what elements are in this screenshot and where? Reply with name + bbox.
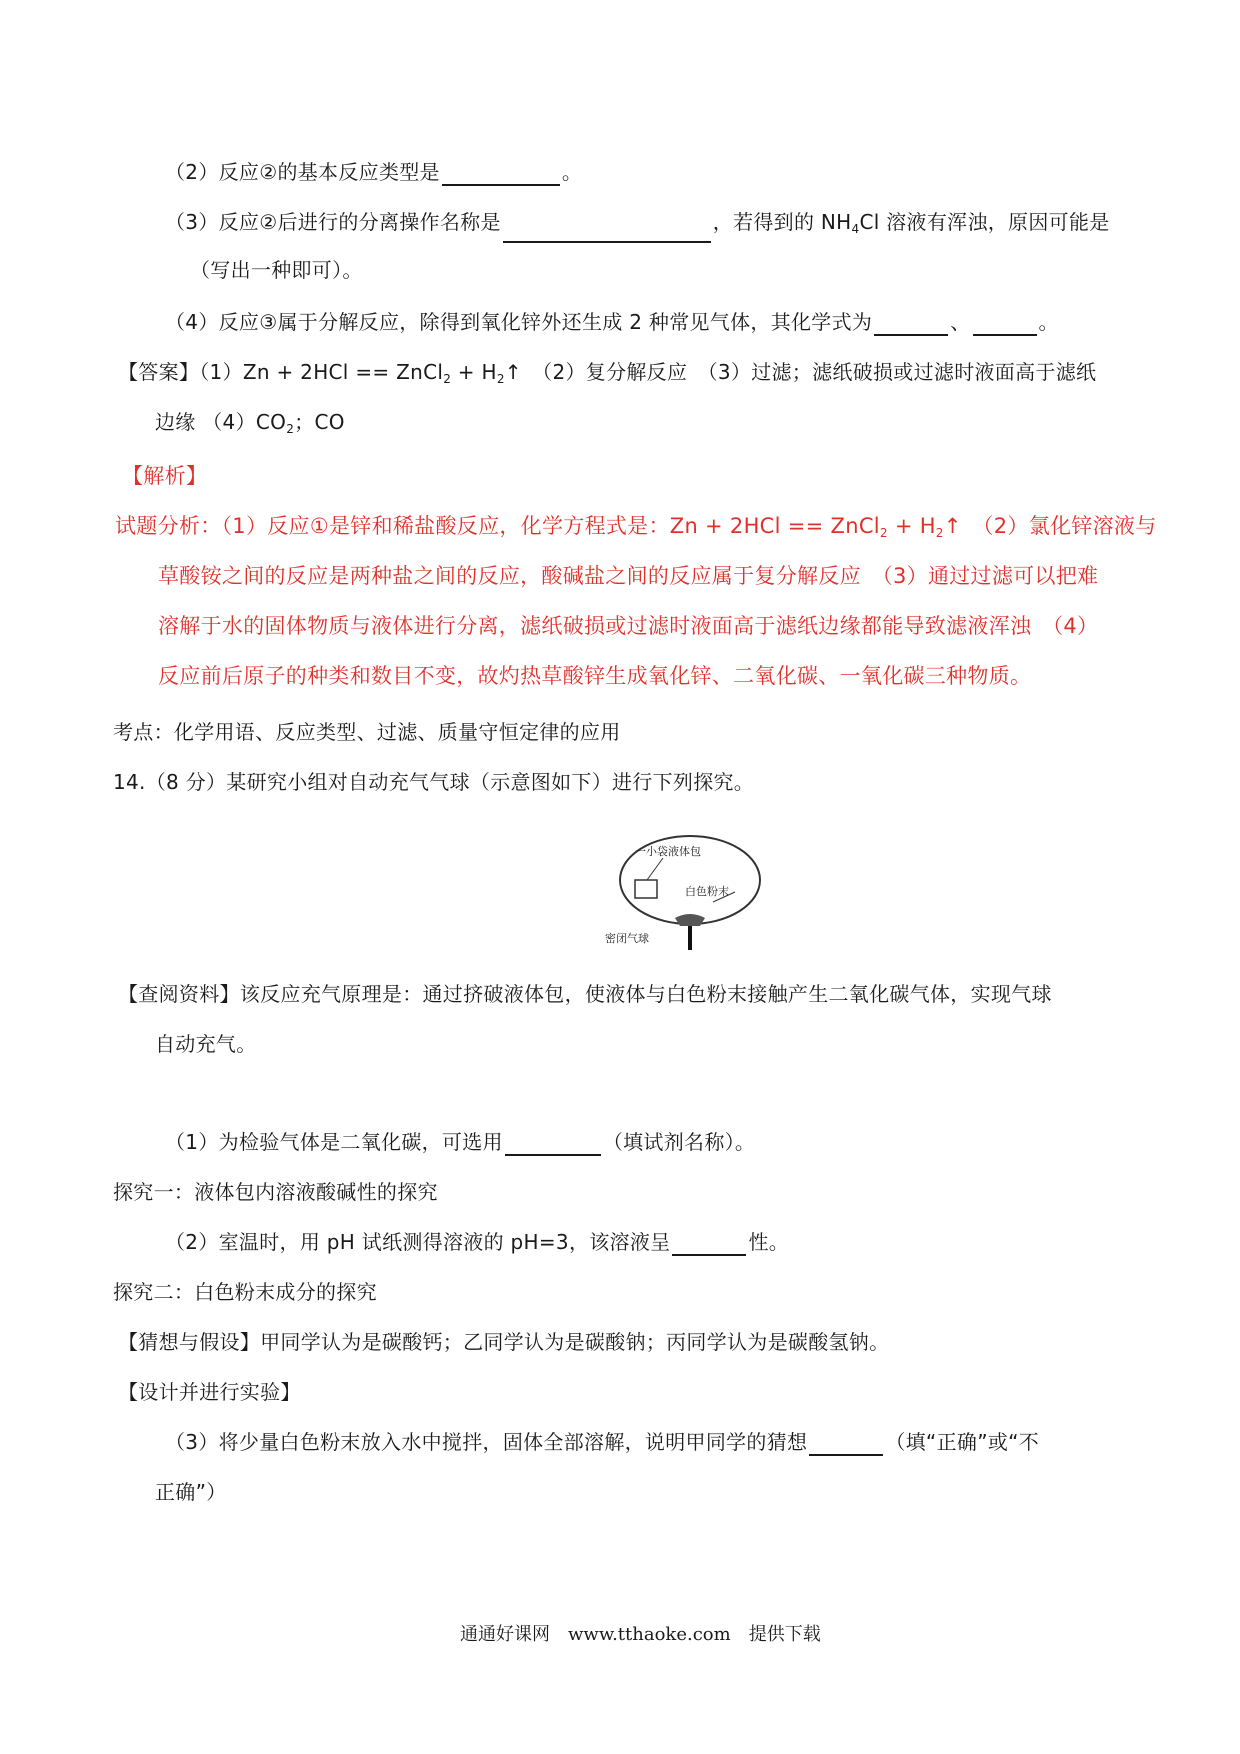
pointer-line (647, 858, 663, 880)
sub-question-3 (165, 1428, 1039, 1456)
answer-blank[interactable] (973, 312, 1037, 336)
answer-text: ；CO (294, 410, 345, 434)
q4-text: （4）反应③属于分解反应，除得到氧化锌外还生成 2 种常见气体，其化学式为 (165, 310, 873, 334)
question-3 (165, 208, 1110, 243)
subscript: 2 (879, 526, 888, 540)
sheji (118, 1378, 301, 1406)
subscript: 4 (851, 222, 860, 236)
page-footer (460, 1620, 821, 1646)
sheji-text: 【设计并进行实验】 (118, 1380, 301, 1404)
s2-end: 性。 (748, 1230, 790, 1254)
subscript: 2 (286, 422, 295, 436)
answer-tag: 【答案】 (118, 360, 200, 384)
s3-end: （填“正确”或“不 (885, 1430, 1040, 1454)
analysis-text: 溶解于水的固体物质与液体进行分离，滤纸破损或过滤时液面高于滤纸边缘都能导致滤液浑浊 （4） (158, 614, 1099, 638)
ziliao-line2 (155, 1030, 257, 1058)
answer-blank[interactable] (874, 312, 948, 336)
analysis-text: 试题分析：（1）反应①是锌和稀盐酸反应，化学方程式是：Zn + 2HCl == ZnCl (115, 514, 880, 538)
analysis-line1 (115, 512, 1157, 547)
answer-text: 边缘 （4）CO (155, 410, 287, 434)
tanjiu2-text: 探究二：白色粉末成分的探究 (113, 1280, 377, 1304)
kaodian-text: 考点：化学用语、反应类型、过滤、质量守恒定律的应用 (113, 720, 621, 744)
analysis-text: + H (887, 514, 936, 538)
answer-text: ↑ （2）复分解反应 （3）过滤；滤纸破损或过滤时液面高于滤纸 (504, 360, 1097, 384)
answer-blank[interactable] (809, 1432, 883, 1456)
analysis-text: 草酸铵之间的反应是两种盐之间的反应，酸碱盐之间的反应属于复分解反应 （3）通过过滤可以把难 (158, 564, 1099, 588)
analysis-text: ↑ （2）氯化锌溶液与 (943, 514, 1157, 538)
sub-question-2 (165, 1228, 789, 1256)
answer-blank[interactable] (505, 1132, 601, 1156)
answer-blank[interactable] (503, 219, 711, 243)
analysis-tag (122, 462, 207, 490)
q3-mid2: Cl 溶液有浑浊，原因可能是 (859, 210, 1110, 234)
tanjiu1-text: 探究一：液体包内溶液酸碱性的探究 (113, 1180, 438, 1204)
ziliao-line1 (118, 980, 1052, 1008)
caixiang-text: 【猜想与假设】甲同学认为是碳酸钙；乙同学认为是碳酸钠；丙同学认为是碳酸氢钠。 (118, 1330, 890, 1354)
label-bag: 一小袋液体包 (635, 845, 701, 858)
footer-text: 通通好课网 www.tthaoke.com 提供下载 (460, 1624, 821, 1645)
subscript: 2 (935, 526, 944, 540)
answer-blank[interactable] (672, 1232, 746, 1256)
question-2 (165, 158, 582, 186)
analysis-line4 (158, 662, 1031, 690)
tanjiu1 (113, 1178, 438, 1206)
kaodian (113, 718, 621, 746)
q4-end: 。 (1038, 310, 1059, 334)
q3-line2: （写出一种即可）。 (190, 258, 363, 282)
question-3-line2 (190, 256, 363, 284)
liquid-bag (635, 880, 657, 898)
label-powder: 白色粉末 (685, 885, 729, 898)
balloon-diagram (605, 830, 765, 955)
analysis-tag-text: 【解析】 (122, 464, 208, 488)
ziliao-text: 【查阅资料】该反应充气原理是：通过挤破液体包，使液体与白色粉末接触产生二氧化碳气体，实现气球 (118, 982, 1052, 1006)
powder-cap (675, 914, 705, 926)
s3-text: （3）将少量白色粉末放入水中搅拌，固体全部溶解，说明甲同学的猜想 (165, 1430, 808, 1454)
answer-line1 (118, 358, 1096, 393)
q2-end: 。 (561, 160, 583, 184)
sub-question-1 (165, 1128, 755, 1156)
subscript: 2 (443, 372, 452, 386)
tanjiu2 (113, 1278, 377, 1306)
analysis-text: 反应前后原子的种类和数目不变，故灼热草酸锌生成氧化锌、二氧化碳、一氧化碳三种物质。 (158, 664, 1032, 688)
answer-text: （1）Zn + 2HCl == ZnCl (199, 360, 444, 384)
q3-mid: ，若得到的 NH (712, 210, 852, 234)
answer-blank[interactable] (442, 162, 560, 186)
analysis-line3 (158, 612, 1098, 640)
subscript: 2 (496, 372, 505, 386)
analysis-line2 (158, 562, 1098, 590)
q4-sep: 、 (950, 310, 971, 334)
sub-question-3-line2 (155, 1478, 227, 1506)
caixiang (118, 1328, 889, 1356)
q2-text: （2）反应②的基本反应类型是 (165, 160, 440, 184)
answer-text: + H (451, 360, 497, 384)
question-14 (113, 768, 754, 796)
s1-text: （1）为检验气体是二氧化碳，可选用 (165, 1130, 503, 1154)
s1-end: （填试剂名称）。 (602, 1130, 756, 1154)
answer-line2 (155, 408, 345, 443)
s3-line2: 正确”） (155, 1480, 227, 1504)
label-balloon: 密闭气球 (605, 932, 649, 945)
question-4 (165, 308, 1059, 336)
ziliao-text: 自动充气。 (155, 1032, 257, 1056)
s2-text: （2）室温时，用 pH 试纸测得溶液的 pH=3，该溶液呈 (165, 1230, 671, 1254)
q3-text: （3）反应②后进行的分离操作名称是 (165, 210, 501, 234)
q14-text: 14.（8 分）某研究小组对自动充气气球（示意图如下）进行下列探究。 (113, 770, 755, 794)
